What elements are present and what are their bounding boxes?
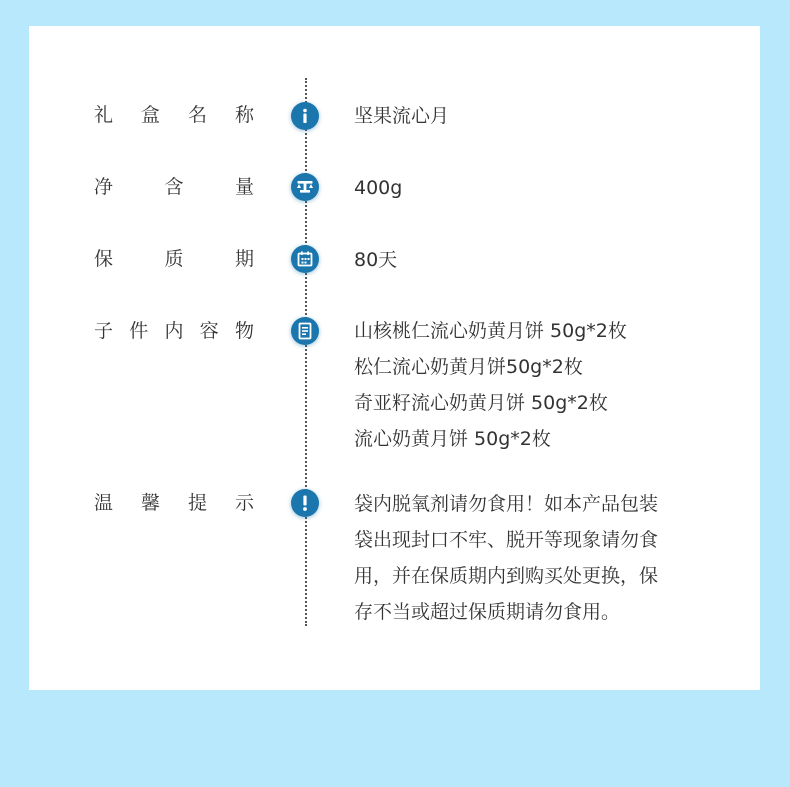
row-value: 袋内脱氧剂请勿食用！如本产品包装 袋出现封口不牢、脱开等现象请勿食 用，并在保质期内到购买处更换，保 存不当或超过保质期请勿食用。 — [354, 493, 659, 623]
calendar-icon — [291, 245, 319, 273]
row-value: 山核桃仁流心奶黄月饼 50g*2枚 松仁流心奶黄月饼50g*2枚 奇亚籽流心奶黄月饼 50g*2枚 流心奶黄月饼 50g*2枚 — [354, 320, 627, 450]
exclamation-icon — [291, 489, 319, 517]
row-label: 礼 盒 名 称 — [94, 104, 254, 126]
row-value: 坚果流心月 — [354, 105, 450, 127]
info-icon — [291, 102, 319, 130]
row-value: 80天 — [354, 249, 398, 271]
timeline-dotted-line — [305, 78, 307, 626]
row-value: 400g — [354, 177, 403, 199]
row-label: 子 件 内 容 物 — [94, 320, 254, 342]
scale-icon — [291, 173, 319, 201]
row-label: 温 馨 提 示 — [94, 492, 254, 514]
document-icon — [291, 317, 319, 345]
row-label: 净 含 量 — [94, 176, 254, 198]
row-label: 保 质 期 — [94, 248, 254, 270]
